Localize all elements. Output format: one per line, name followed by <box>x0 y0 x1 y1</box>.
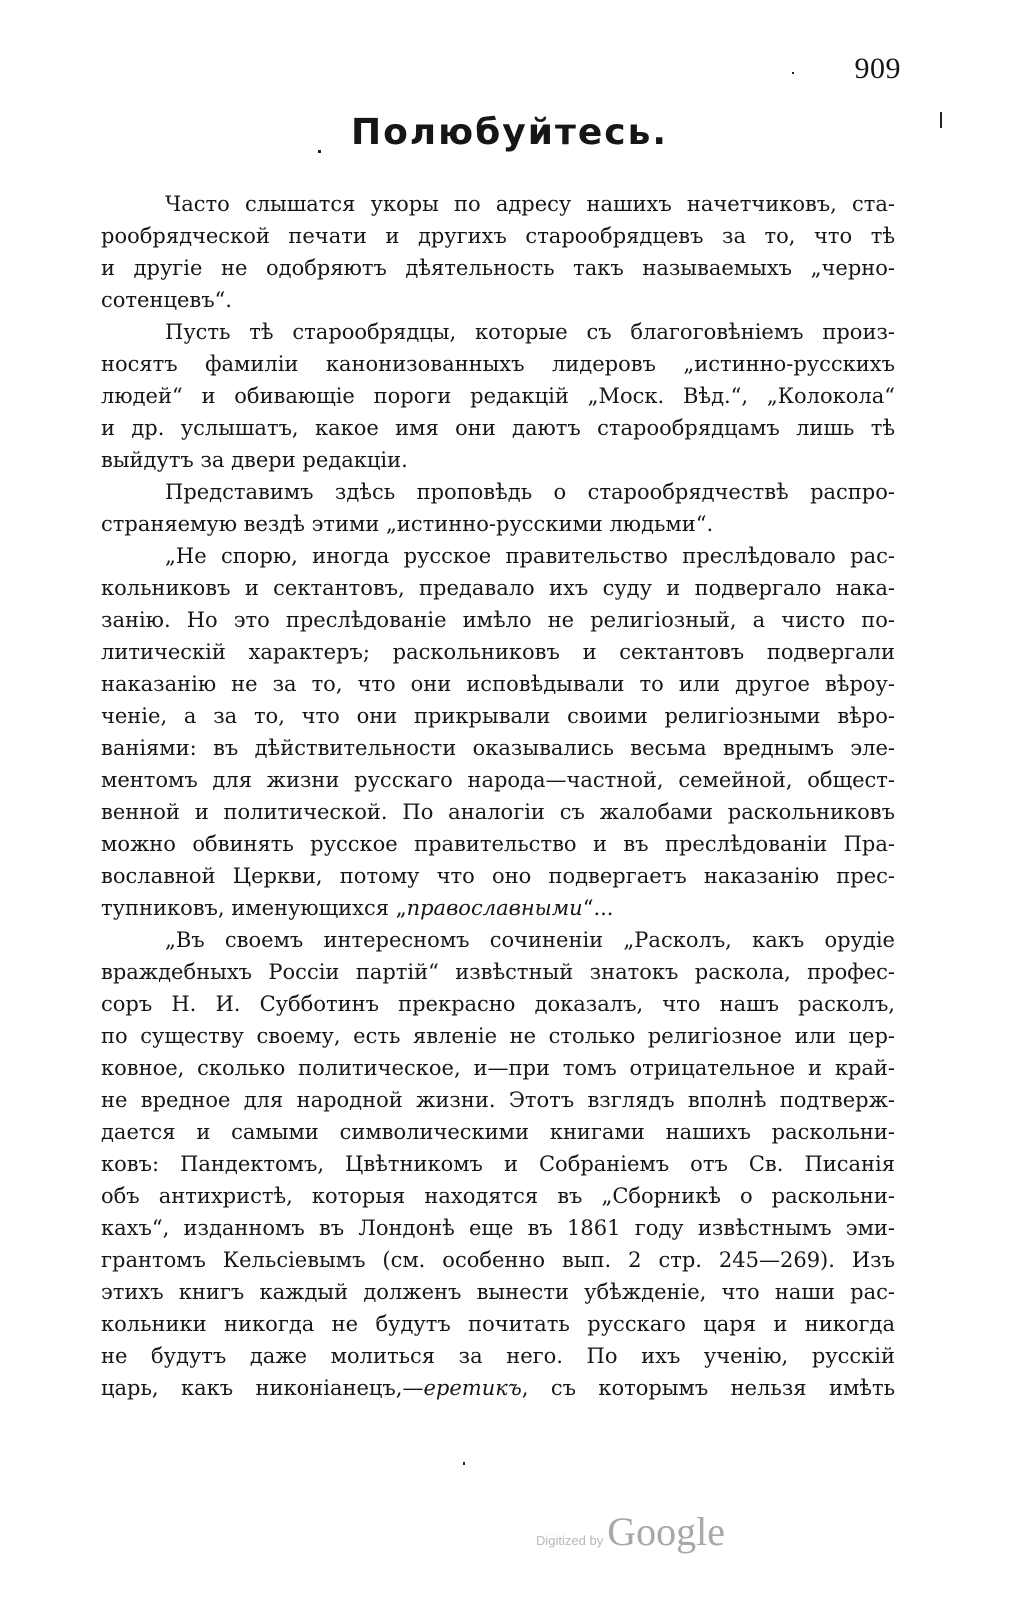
text-line: сотенцевъ“. <box>101 288 232 312</box>
google-logo: Google <box>607 1509 725 1554</box>
text-line: людей“ и обивающіе пороги редакцій „Моск. Вѣд.“, „Колокола“ <box>101 384 895 408</box>
paragraph <box>101 540 895 924</box>
text-line: вославной Церкви, потому что оно подвергаетъ наказанію прес- <box>101 864 895 888</box>
text-line: кахъ“, изданномъ въ Лондонѣ еще въ 1861 году извѣстнымъ эми- <box>101 1216 895 1240</box>
text-span: царь, какъ никоніанецъ,— <box>101 1376 424 1400</box>
text-line: „Не спорю, иногда русское правительство преслѣдовало рас- <box>165 544 895 568</box>
text-line: дается и самыми символическими книгами нашихъ раскольни- <box>101 1120 895 1144</box>
text-span: , съ которымъ нельзя имѣть <box>521 1376 895 1400</box>
text-line: наказанію не за то, что они исповѣдывали то или другое вѣроу- <box>101 672 895 696</box>
italic-text: еретикъ <box>423 1376 522 1400</box>
scan-speck <box>318 150 321 153</box>
text-line: венной и политической. По аналогіи съ жалобами раскольниковъ <box>101 800 895 824</box>
text-line: страняемую вездѣ этими „истинно-русскими людьми“. <box>101 512 714 536</box>
text-line: ченіе, а за то, что они прикрывали своими религіозными вѣро- <box>101 704 895 728</box>
text-span: “... <box>582 896 614 920</box>
scan-speck <box>792 72 794 74</box>
text-line: рообрядческой печати и другихъ старообрядцевъ за то, что тѣ <box>101 224 895 248</box>
text-span: тупниковъ, именующихся „ <box>101 896 407 920</box>
text-line: Пусть тѣ старообрядцы, которые съ благоговѣніемъ произ- <box>165 320 895 344</box>
text-line: кольниковъ и сектантовъ, предавало ихъ суду и подвергало нака- <box>101 576 895 600</box>
text-line: ковъ: Пандектомъ, Цвѣтникомъ и Собраніемъ отъ Св. Писанія <box>101 1152 895 1176</box>
text-line: не будутъ даже молиться за него. По ихъ ученію, русскій <box>101 1344 895 1368</box>
text-line <box>101 1372 895 1404</box>
text-line: и др. услышатъ, какое имя они даютъ старообрядцамъ лишь тѣ <box>101 416 895 440</box>
text-line: Часто слышатся укоры по адресу нашихъ начетчиковъ, ста- <box>165 192 895 216</box>
page-number: 909 <box>854 52 901 85</box>
digitized-watermark <box>536 1508 725 1555</box>
page-title: Полюбуйтесь. <box>350 112 669 153</box>
scan-speck <box>463 1462 465 1465</box>
text-line: грантомъ Кельсіевымъ (см. особенно вып. 2 стр. 245—269). Изъ <box>101 1248 895 1272</box>
paragraph <box>101 476 895 540</box>
text-line: объ антихристѣ, которыя находятся въ „Сборникѣ о раскольни- <box>101 1184 895 1208</box>
text-line <box>101 892 895 924</box>
text-line: Представимъ здѣсь проповѣдь о старообрядчествѣ распро- <box>165 480 895 504</box>
paragraph <box>101 316 895 476</box>
text-line: по существу своему, есть явленіе не столько религіозное или цер- <box>101 1024 895 1048</box>
text-line: соръ Н. И. Субботинъ прекрасно доказалъ, что нашъ расколъ, <box>101 992 895 1016</box>
text-line: носятъ фамиліи канонизованныхъ лидеровъ „истинно-русскихъ <box>101 352 895 376</box>
scan-speck <box>940 112 942 128</box>
text-line: литическій характеръ; раскольниковъ и сектантовъ подвергали <box>101 640 895 664</box>
digitized-label: Digitized by <box>536 1533 604 1548</box>
text-line: ваніями: въ дѣйствительности оказывались весьма вреднымъ эле- <box>101 736 895 760</box>
italic-text: православными <box>406 896 583 920</box>
text-line: можно обвинять русское правительство и въ преслѣдованіи Пра- <box>101 832 895 856</box>
text-line: выйдутъ за двери редакціи. <box>101 448 408 472</box>
text-line: кольники никогда не будутъ почитать русскаго царя и никогда <box>101 1312 895 1336</box>
text-line: этихъ книгъ каждый долженъ вынести убѣжденіе, что наши рас- <box>101 1280 895 1304</box>
text-line: враждебныхъ Россіи партій“ извѣстный знатокъ раскола, профес- <box>101 960 895 984</box>
text-line: ковное, сколько политическое, и—при томъ отрицательное и край- <box>101 1056 895 1080</box>
text-line: не вредное для народной жизни. Этотъ взглядъ вполнѣ подтверж- <box>101 1088 895 1112</box>
text-line: ментомъ для жизни русскаго народа—частной, семейной, общест- <box>101 768 895 792</box>
text-line: и другіе не одобряютъ дѣятельность такъ называемыхъ „черно- <box>101 256 895 280</box>
paragraph <box>101 924 895 1404</box>
text-line: занію. Но это преслѣдованіе имѣло не религіозный, а чисто по- <box>101 608 895 632</box>
paragraph <box>101 188 895 316</box>
text-line: „Въ своемъ интересномъ сочиненіи „Расколъ, какъ орудіе <box>165 928 895 952</box>
body-text <box>101 188 895 1404</box>
